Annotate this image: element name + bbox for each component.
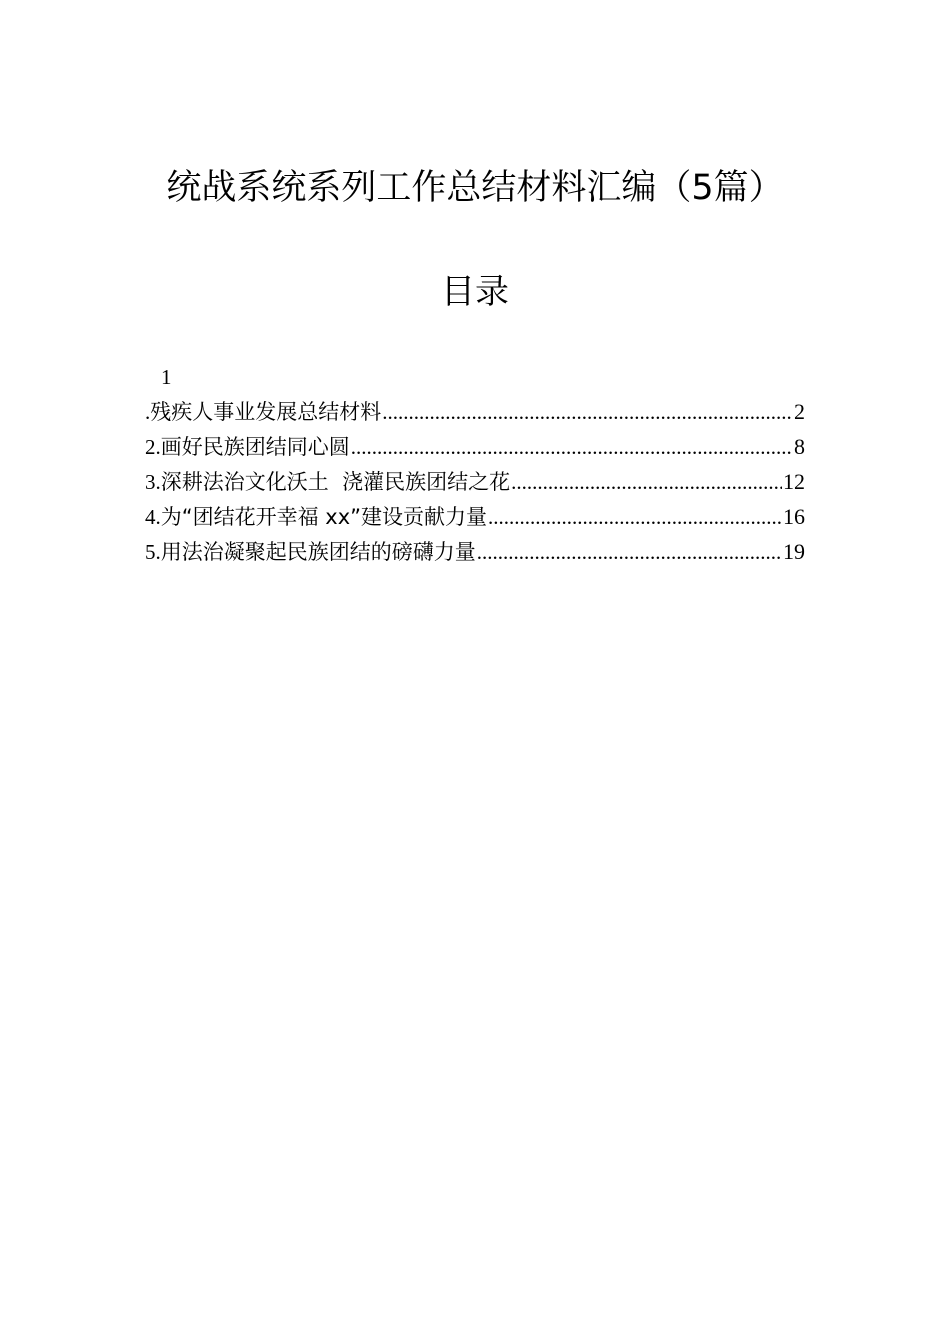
toc-heading: 目录	[441, 272, 509, 312]
toc-entry-page: 16	[783, 504, 805, 529]
toc-entry-prefix: 2.	[145, 435, 161, 459]
toc-dot-leader	[351, 430, 793, 465]
toc-entry-page: 2	[794, 399, 805, 424]
toc-entry-label	[145, 500, 487, 535]
toc-entry-prefix: 3.	[145, 470, 161, 494]
toc-dot-leader	[511, 465, 782, 500]
toc-entry-label	[145, 465, 510, 500]
toc-entry-page: 19	[783, 539, 805, 564]
toc-entry-1[interactable]	[145, 394, 805, 429]
toc-entry-2[interactable]	[145, 429, 805, 464]
toc-dot-leader	[488, 500, 782, 535]
toc-entry-title: 用法治凝聚起民族团结的磅礴力量	[160, 540, 476, 564]
toc-entry-3[interactable]	[145, 464, 805, 499]
document-title: 统战系统系列工作总结材料汇编（5篇）	[166, 168, 784, 208]
toc-entry-title: 为“团结花开幸福 xx”建设贡献力量	[160, 505, 488, 529]
toc-entry-page: 8	[794, 434, 805, 459]
table-of-contents	[145, 362, 805, 569]
toc-entry-prefix: .	[145, 400, 151, 424]
toc-entry-label	[145, 430, 350, 465]
toc-entry-5[interactable]	[145, 534, 805, 569]
toc-entry-label	[145, 395, 381, 430]
toc-entry-label	[145, 535, 476, 570]
toc-entry-title: 残疾人事业发展总结材料	[150, 400, 382, 424]
toc-entry-prefix: 5.	[145, 540, 161, 564]
toc-dot-leader	[382, 395, 793, 430]
toc-first-entry-number: 1	[161, 365, 172, 389]
toc-entry-title: 深耕法治文化沃土 浇灌民族团结之花	[160, 470, 511, 494]
toc-entry-prefix: 4.	[145, 505, 161, 529]
toc-dot-leader	[477, 535, 782, 570]
toc-entry-title: 画好民族团结同心圆	[160, 435, 350, 459]
toc-entry-4[interactable]	[145, 499, 805, 534]
toc-entry-page: 12	[783, 469, 805, 494]
